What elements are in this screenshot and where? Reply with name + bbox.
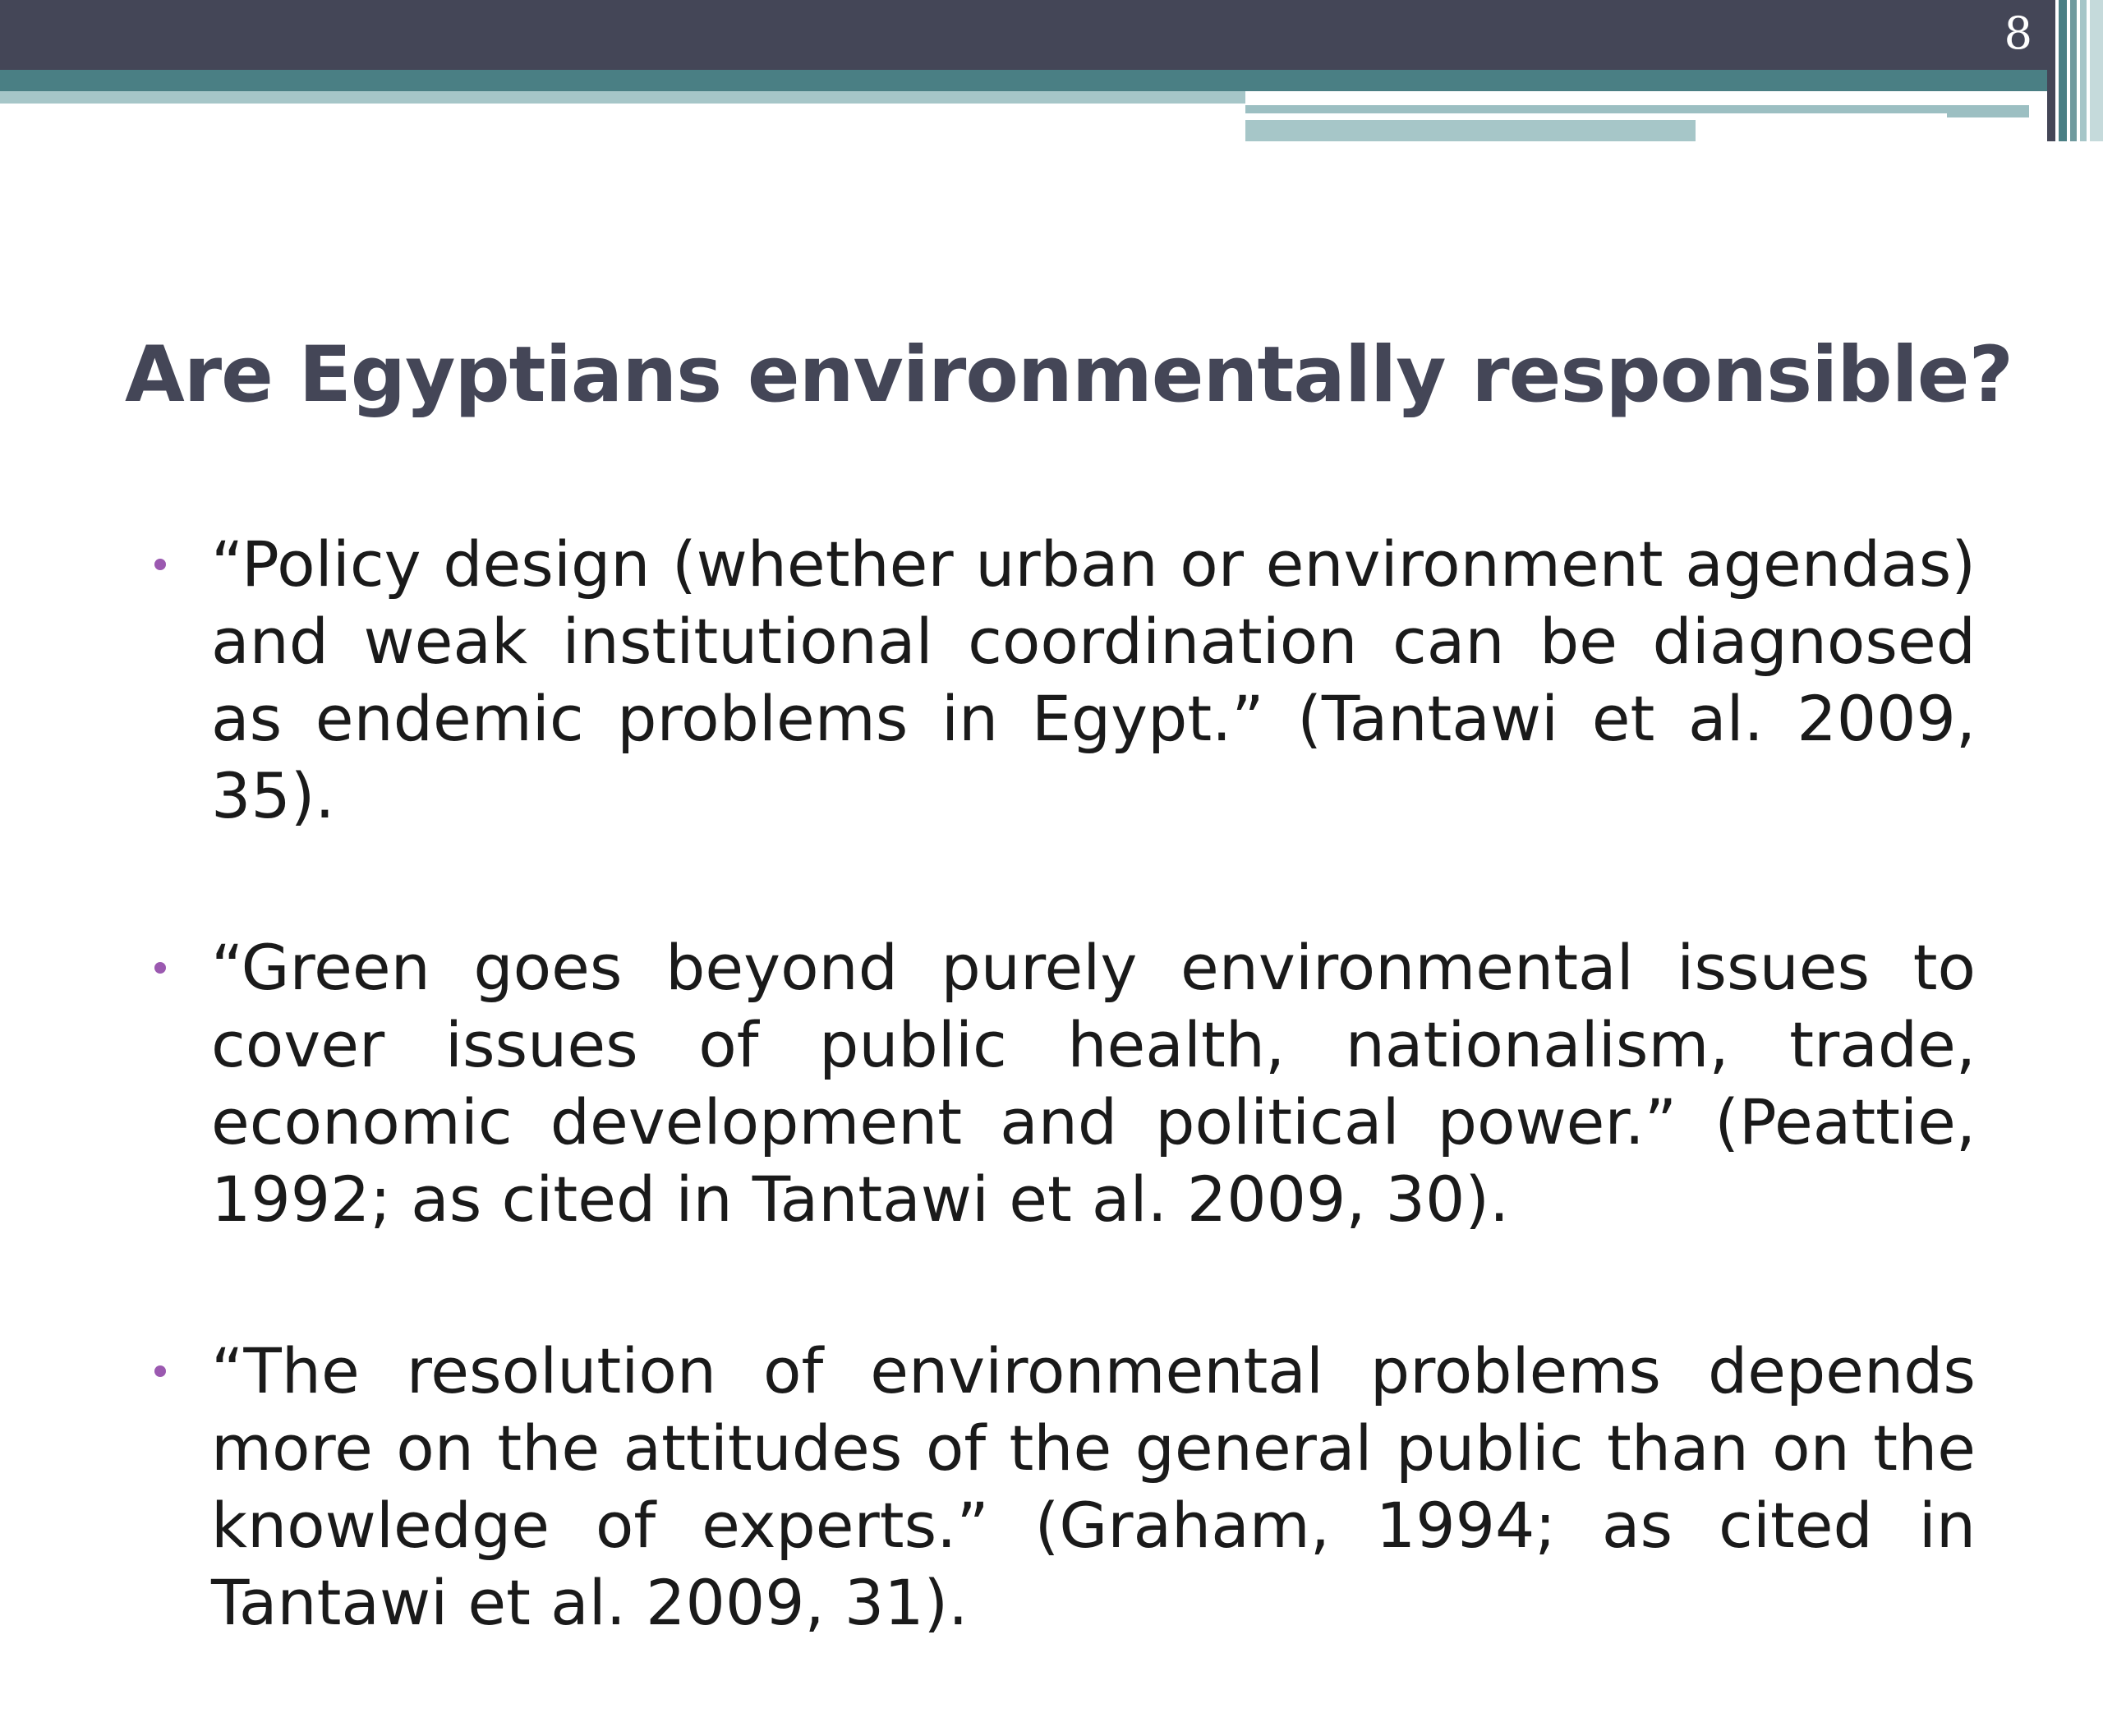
header-bar-bottom-right	[1245, 120, 1696, 141]
header-right-stripes	[2047, 0, 2103, 141]
bullet-dot-icon	[154, 1365, 166, 1377]
header-bar-teal	[0, 70, 2103, 91]
slide-title: Are Egyptians environmentally responsible?	[125, 330, 2013, 420]
bullet-item	[148, 929, 1976, 1238]
bullet-dot-icon	[154, 962, 166, 974]
header-bar-line	[1245, 113, 1947, 117]
bullet-text: “The resolution of environmental problems depends more on the attitudes of the general public than on the knowledge of experts.” (Graham, 1994; as cited in Tantawi et al. 2009, 31).	[211, 1334, 1976, 1639]
bullet-item	[148, 526, 1976, 835]
bullet-dot-icon	[154, 559, 166, 570]
header-bar-dark	[0, 0, 2103, 70]
slide-number: 8	[2004, 7, 2032, 59]
bullet-list	[148, 526, 1976, 1736]
bullet-text: “Policy design (whether urban or environment agendas) and weak institutional coordination can be diagnosed as endemic problems in Egypt.” (Tantawi et al. 2009, 35).	[211, 527, 1976, 832]
bullet-item	[148, 1333, 1976, 1642]
header-bar-light-left	[0, 91, 1245, 104]
bullet-text: “Green goes beyond purely environmental issues to cover issues of public health, nationalism, trade, economic development and political power.” (Peattie, 1992; as cited in Tantawi et al. 2009, 30).	[211, 931, 1976, 1236]
